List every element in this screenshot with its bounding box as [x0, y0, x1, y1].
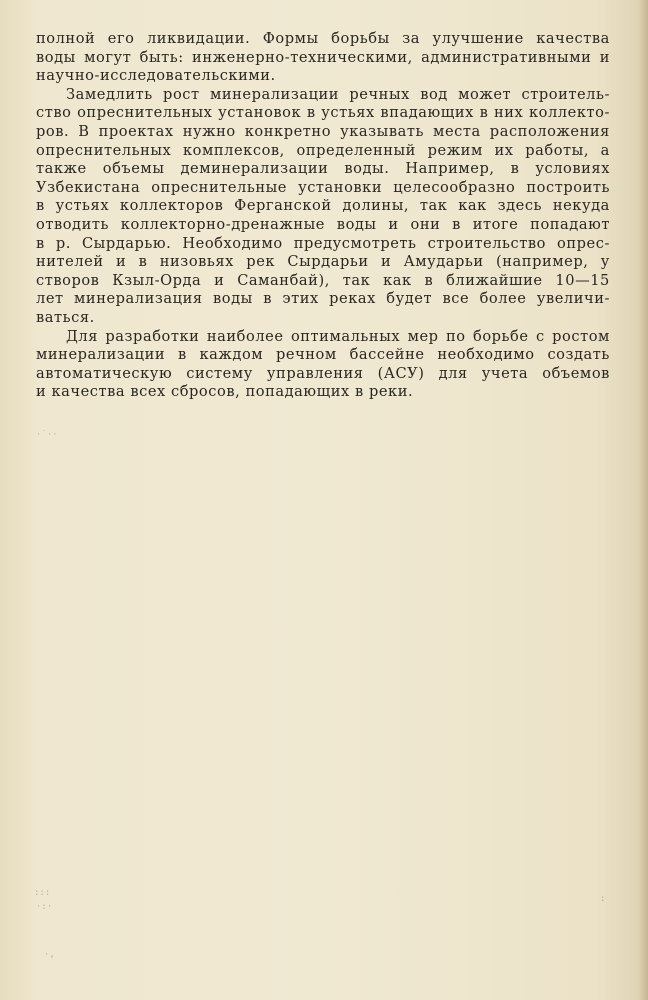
- word: коллекто-: [528, 104, 610, 122]
- word: Для: [66, 327, 98, 345]
- text-line: [36, 30, 610, 49]
- word: для: [438, 364, 468, 382]
- word: ближайшие: [446, 271, 543, 289]
- word: указывать: [340, 122, 424, 140]
- word: ликвидации.: [146, 30, 251, 47]
- word: могут: [84, 48, 132, 66]
- word: нужно: [182, 122, 236, 140]
- word: режим: [427, 141, 483, 159]
- scan-speck: ·:·: [36, 902, 53, 912]
- word: Замедлить: [66, 85, 153, 103]
- word: объемы: [102, 160, 165, 178]
- word: у: [600, 253, 610, 271]
- word: воды: [213, 290, 253, 308]
- word: речном: [275, 346, 337, 364]
- word: 10—15: [555, 271, 610, 289]
- word: устьях: [321, 104, 375, 122]
- word: ростом: [552, 327, 610, 345]
- word: в: [177, 346, 187, 364]
- word: и: [380, 253, 392, 271]
- word: установки: [298, 178, 383, 196]
- word: может: [458, 85, 512, 103]
- word: за: [402, 30, 420, 47]
- word: Кзыл-Орда: [112, 271, 202, 289]
- word: воды: [336, 215, 377, 233]
- text-line: [36, 346, 610, 365]
- word: необходимо: [437, 346, 535, 364]
- word: Сырдарьи: [287, 253, 369, 271]
- word: реках: [329, 290, 376, 308]
- word: этих: [282, 290, 319, 308]
- word: также: [36, 160, 87, 178]
- text-line: [36, 216, 610, 235]
- page-text: [36, 30, 610, 402]
- word: места: [433, 122, 481, 140]
- word: они: [410, 215, 441, 233]
- word: оптимальных: [290, 327, 401, 345]
- word: учета: [481, 364, 529, 382]
- word: как: [458, 197, 487, 215]
- word: увеличи-: [536, 290, 610, 308]
- word: бассейне: [349, 346, 425, 364]
- word: в: [479, 104, 489, 122]
- word: Например,: [405, 160, 495, 178]
- word: воды: [36, 48, 76, 66]
- word: установок: [218, 104, 302, 122]
- text-line: [36, 104, 610, 123]
- word: некуда: [552, 197, 610, 215]
- word: систему: [186, 364, 253, 382]
- word: низовьях: [159, 253, 234, 271]
- word: определенный: [296, 141, 416, 159]
- word: в: [36, 234, 45, 252]
- text-line: ваться.: [36, 308, 95, 326]
- word: предусмотреть: [293, 234, 417, 252]
- word: коллекторов: [119, 197, 224, 215]
- word: нителей: [36, 253, 104, 271]
- word: создать: [547, 346, 610, 364]
- word: вод: [420, 85, 448, 103]
- word: В: [78, 122, 90, 140]
- text-line: [36, 235, 610, 254]
- text-line: научно-исследовательскими.: [36, 67, 276, 85]
- word: наиболее: [206, 327, 284, 345]
- word: Сырдарью.: [81, 234, 172, 252]
- word: Саманбай),: [237, 271, 330, 289]
- word: створов: [36, 271, 100, 289]
- word: так: [342, 271, 371, 289]
- word: в: [452, 215, 461, 233]
- word: деминерализации: [180, 160, 329, 178]
- word: их: [494, 141, 514, 159]
- word: каждом: [199, 346, 264, 364]
- text-line: [36, 123, 610, 142]
- word: так: [419, 197, 448, 215]
- word: в: [510, 160, 520, 178]
- word: речных: [349, 85, 410, 103]
- text-line: [36, 86, 610, 105]
- word: построить: [526, 178, 610, 196]
- word: Ферганской: [234, 197, 332, 215]
- word: здесь: [497, 197, 543, 215]
- word: комплексов,: [182, 141, 285, 159]
- word: а: [600, 141, 610, 159]
- word: Узбекистана: [36, 178, 141, 196]
- word: объемов: [542, 364, 610, 382]
- word: минерализация: [74, 290, 203, 308]
- word: опрес-: [557, 234, 610, 252]
- word: более: [479, 290, 527, 308]
- word: долины,: [342, 197, 410, 215]
- word: Формы: [262, 30, 319, 47]
- word: полной: [36, 30, 96, 47]
- word: опреснительные: [151, 178, 287, 196]
- word: минерализации: [209, 85, 340, 103]
- word: мер: [407, 327, 439, 345]
- word: и: [599, 48, 610, 66]
- word: будет: [386, 290, 433, 308]
- word: в: [36, 197, 45, 215]
- word: опреснительных: [77, 104, 213, 122]
- word: целесообразно: [393, 178, 516, 196]
- word: инженерно-техническими,: [192, 48, 413, 66]
- text-line: [36, 328, 610, 347]
- word: улучшение: [432, 30, 524, 47]
- text-line: [36, 49, 610, 68]
- word: и: [116, 253, 127, 271]
- word: них: [494, 104, 524, 122]
- word: коллекторно-дренажные: [120, 215, 325, 233]
- word: попадают: [530, 215, 610, 233]
- word: (АСУ): [377, 364, 425, 382]
- scan-speck: ·˙··: [36, 430, 58, 440]
- word: его: [107, 30, 135, 47]
- word: опреснительных: [36, 141, 172, 159]
- word: проектах: [98, 122, 174, 140]
- text-line: [36, 272, 610, 291]
- word: по: [445, 327, 466, 345]
- word: минерализации: [36, 346, 166, 364]
- word: в: [138, 253, 148, 271]
- word: расположения: [489, 122, 610, 140]
- word: ство: [36, 104, 72, 122]
- word: борьбе: [472, 327, 529, 345]
- word: ров.: [36, 122, 70, 140]
- word: автоматическую: [36, 364, 173, 382]
- word: управления: [266, 364, 364, 382]
- text-line: [36, 160, 610, 179]
- text-line: [36, 253, 610, 272]
- text-line: [36, 365, 610, 384]
- word: итоге: [472, 215, 519, 233]
- word: устьях: [55, 197, 110, 215]
- word: административными: [421, 48, 592, 66]
- word: строительство: [427, 234, 546, 252]
- word: отводить: [36, 215, 109, 233]
- text-line: и качества всех сбросов, попадающих в реки.: [36, 383, 414, 401]
- word: разработки: [105, 327, 200, 345]
- word: лет: [36, 290, 64, 308]
- word: р.: [55, 234, 71, 252]
- word: конкретно: [244, 122, 332, 140]
- scan-speck: ·‚: [44, 950, 55, 960]
- word: (например,: [496, 253, 589, 271]
- word: как: [383, 271, 412, 289]
- word: впадающих: [380, 104, 474, 122]
- word: и: [214, 271, 225, 289]
- word: условиях: [535, 160, 610, 178]
- word: и: [388, 215, 399, 233]
- page-edge-shadow: [638, 0, 648, 1000]
- word: борьбы: [331, 30, 390, 47]
- word: работы,: [525, 141, 590, 159]
- text-line: [36, 290, 610, 309]
- word: Необходимо: [182, 234, 283, 252]
- text-line: [36, 142, 610, 161]
- text-line: [36, 197, 610, 216]
- word: качества: [536, 30, 610, 47]
- paragraph-2: [36, 86, 610, 328]
- word: в: [306, 104, 316, 122]
- paragraph-3: [36, 328, 610, 402]
- word: строитель-: [521, 85, 610, 103]
- word: в: [263, 290, 272, 308]
- word: Амударьи: [403, 253, 484, 271]
- word: рек: [246, 253, 276, 271]
- word: в: [424, 271, 434, 289]
- scan-speck: :::: [34, 888, 51, 898]
- word: все: [442, 290, 470, 308]
- text-line: [36, 179, 610, 198]
- paragraph-1: [36, 30, 610, 86]
- word: воды.: [344, 160, 390, 178]
- word: с: [535, 327, 545, 345]
- word: рост: [163, 85, 200, 103]
- word: быть:: [139, 48, 184, 66]
- scan-speck: :: [600, 894, 606, 904]
